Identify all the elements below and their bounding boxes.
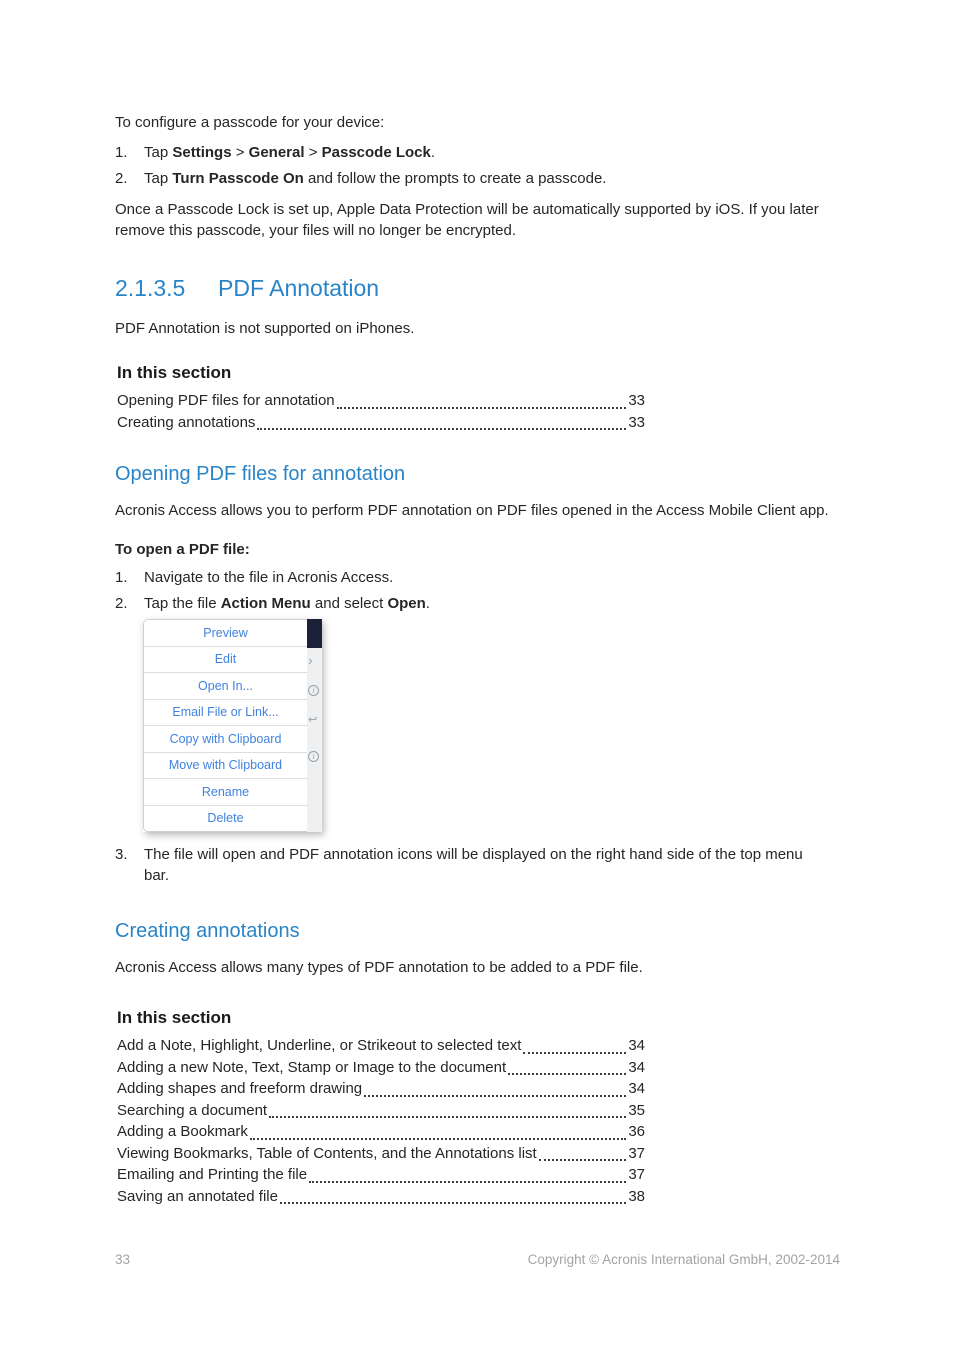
list-item: [115, 142, 840, 163]
list-text: The file will open and PDF annotation icons will be displayed on the right hand side of the top menu bar.: [144, 846, 803, 884]
reply-arrow-icon: ↩: [308, 714, 318, 726]
numbered-list: [115, 567, 840, 614]
toc-label: Emailing and Printing the file: [117, 1166, 308, 1183]
page-footer: [115, 1252, 840, 1267]
dot-leader: [269, 1116, 626, 1118]
list-text: Navigate to the file in Acronis Access.: [144, 569, 394, 586]
toc-label: Searching a document: [117, 1101, 268, 1119]
info-icon: i: [308, 685, 319, 696]
menu-item-rename: Rename: [144, 778, 307, 805]
list-text: [144, 142, 840, 163]
paragraph: Acronis Access allows you to perform PDF annotation on PDF files opened in the Access Mobile Client app.: [115, 502, 829, 519]
toc-entry: [117, 1035, 645, 1057]
toc-entry: [117, 1164, 645, 1186]
text-run-bold: Passcode Lock: [321, 144, 431, 161]
paragraph: PDF Annotation is not supported on iPhones.: [115, 320, 415, 337]
navbar-fragment: [307, 619, 322, 648]
list-number: 3.: [115, 846, 128, 863]
dot-leader: [539, 1159, 627, 1161]
toc-entry: [117, 1100, 645, 1122]
toc-page-number: 34: [628, 1080, 645, 1097]
menu-item-edit: Edit: [144, 646, 307, 673]
toc-label: Adding a Bookmark: [117, 1123, 248, 1140]
toc-heading: In this section: [117, 1008, 232, 1027]
menu-item-preview: Preview: [203, 625, 248, 640]
in-this-section-block: [117, 1008, 840, 1207]
chevron-right-icon: ›: [308, 652, 313, 668]
text-run: >: [304, 144, 322, 161]
page-number: 33: [115, 1252, 131, 1267]
toc-entry: [117, 390, 645, 412]
toc-label: Creating annotations: [117, 413, 256, 431]
toc-entry: [117, 1143, 645, 1165]
text-run: and select: [310, 595, 388, 612]
toc-list: [117, 390, 645, 433]
menu-item-email-file-or-link: Email File or Link...: [144, 699, 307, 726]
text-run: .: [425, 595, 430, 612]
text-run-bold: Action Menu: [220, 595, 311, 612]
dot-leader: [250, 1138, 626, 1140]
paragraph: To configure a passcode for your device:: [115, 114, 385, 131]
dot-leader: [309, 1181, 626, 1183]
numbered-list: [115, 142, 840, 189]
toc-page-number: 35: [628, 1101, 645, 1119]
background-app-edge: [307, 619, 322, 832]
text-run-bold: Settings: [172, 144, 232, 161]
list-number: 1.: [115, 144, 128, 161]
toc-entry: [117, 1078, 645, 1100]
list-number: 2.: [115, 170, 128, 187]
toc-page-number: 34: [628, 1037, 645, 1054]
dot-leader: [337, 407, 627, 409]
list-item: [115, 844, 840, 886]
toc-label: Saving an annotated file: [117, 1187, 278, 1205]
list-number: 2.: [115, 595, 128, 612]
toc-label: Opening PDF files for annotation: [117, 392, 335, 409]
subsection-heading: Creating annotations: [115, 920, 300, 942]
toc-page-number: 33: [628, 392, 645, 409]
text-run-bold: Open: [387, 595, 426, 612]
toc-entry: [117, 412, 645, 434]
list-item: [115, 593, 840, 614]
numbered-list: [115, 844, 840, 886]
paragraph: Acronis Access allows many types of PDF annotation to be added to a PDF file.: [115, 959, 643, 976]
section-title: PDF Annotation: [218, 275, 380, 301]
menu-item-move-with-clipboard: Move with Clipboard: [144, 752, 307, 779]
info-icon: i: [308, 751, 319, 762]
paragraph: Once a Passcode Lock is set up, Apple Data Protection will be automatically supported by iOS. If you later remove this passcode, your files will no longer be encrypted.: [115, 201, 819, 239]
toc-page-number: 34: [628, 1058, 645, 1076]
list-item: [115, 567, 840, 588]
toc-label: Adding shapes and freeform drawing: [117, 1080, 363, 1097]
procedure-heading: To open a PDF file:: [115, 541, 250, 558]
toc-label: Adding a new Note, Text, Stamp or Image to the document: [117, 1058, 507, 1076]
section-number: 2.1.3.5: [115, 275, 186, 301]
action-menu-screenshot: [143, 619, 322, 832]
toc-page-number: 36: [628, 1123, 645, 1140]
text-run: .: [430, 144, 436, 161]
dot-leader: [508, 1073, 626, 1075]
toc-entry: [117, 1057, 645, 1079]
text-run: Tap the file: [144, 595, 221, 612]
toc-heading: In this section: [117, 363, 232, 382]
list-text: [144, 593, 840, 614]
toc-label: Add a Note, Highlight, Underline, or Strikeout to selected text: [117, 1037, 522, 1054]
dot-leader: [523, 1052, 626, 1054]
text-run-bold: Turn Passcode On: [172, 170, 304, 187]
menu-item-open-in: Open In...: [144, 672, 307, 699]
toc-page-number: 37: [628, 1166, 645, 1183]
text-run: Tap: [144, 144, 173, 161]
menu-item-copy-with-clipboard: Copy with Clipboard: [144, 725, 307, 752]
toc-list: [117, 1035, 645, 1207]
dot-leader: [257, 428, 626, 430]
toc-page-number: 37: [628, 1144, 645, 1162]
toc-entry: [117, 1186, 645, 1208]
text-run: and follow the prompts to create a passcode.: [303, 170, 607, 187]
section-heading: [115, 275, 840, 302]
text-run: >: [231, 144, 249, 161]
list-item: [115, 168, 840, 189]
text-run-bold: General: [248, 144, 305, 161]
ios-action-menu: [143, 619, 307, 832]
list-text: [144, 168, 840, 189]
in-this-section-block: [117, 363, 840, 433]
subsection-heading: Opening PDF files for annotation: [115, 463, 406, 485]
menu-item-delete: Delete: [144, 805, 307, 832]
text-run: Tap: [144, 170, 173, 187]
toc-page-number: 38: [628, 1187, 645, 1205]
dot-leader: [280, 1202, 626, 1204]
toc-entry: [117, 1121, 645, 1143]
toc-page-number: 33: [628, 413, 645, 431]
list-number: 1.: [115, 569, 128, 586]
copyright-text: Copyright © Acronis International GmbH, 2002-2014: [527, 1252, 840, 1267]
toc-label: Viewing Bookmarks, Table of Contents, and the Annotations list: [117, 1144, 537, 1162]
dot-leader: [364, 1095, 626, 1097]
